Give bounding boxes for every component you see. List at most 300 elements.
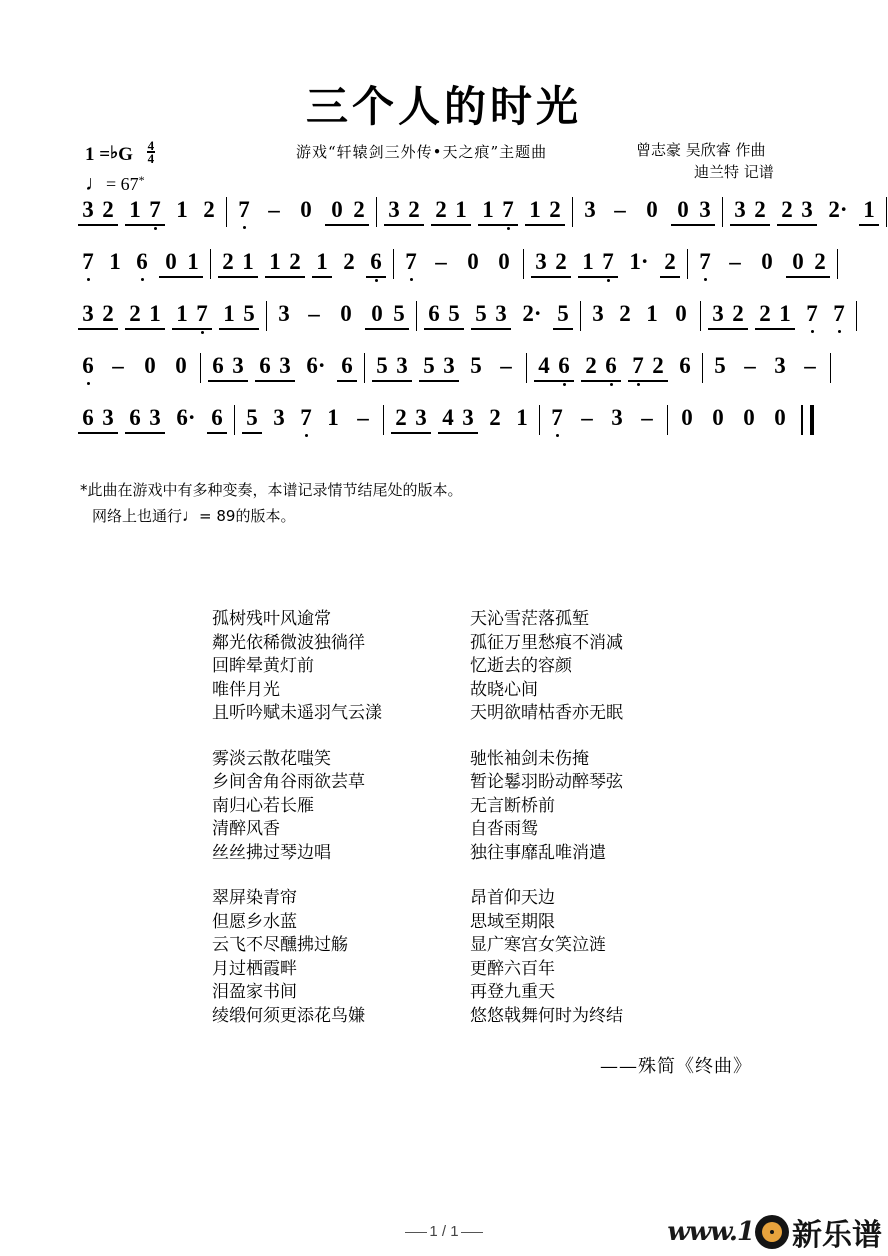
note: 1 bbox=[779, 301, 791, 326]
beamed-group bbox=[438, 404, 478, 434]
beamed-group bbox=[531, 248, 571, 278]
note-group bbox=[172, 404, 200, 431]
note-group bbox=[615, 300, 635, 327]
note-group bbox=[428, 248, 454, 275]
measure bbox=[534, 352, 695, 382]
note: 2· bbox=[522, 301, 542, 326]
lyric-line bbox=[212, 981, 692, 1005]
note-group bbox=[737, 352, 763, 379]
rest-note: 0 bbox=[675, 301, 687, 326]
page-number-text: 1 / 1 bbox=[429, 1223, 459, 1240]
measure bbox=[78, 248, 203, 278]
beamed-group bbox=[242, 404, 262, 434]
lyric-text-right: 自沓雨鸳 bbox=[470, 819, 538, 839]
note: 3 bbox=[462, 405, 474, 430]
note: 1 bbox=[516, 405, 528, 430]
note: 1 bbox=[176, 301, 188, 326]
duration-dash: – bbox=[641, 405, 653, 430]
notation-row bbox=[78, 248, 826, 300]
measure bbox=[78, 352, 193, 379]
lyric-line bbox=[212, 795, 692, 819]
note-group bbox=[334, 300, 358, 327]
rest-note: 0 bbox=[743, 405, 755, 430]
rest-note: 0 bbox=[371, 301, 383, 326]
key-signature-row bbox=[85, 140, 155, 166]
lyric-line bbox=[212, 702, 692, 726]
note: 3 bbox=[801, 197, 813, 222]
lyric-text-right: 天明欲晴枯香亦无眠 bbox=[470, 703, 623, 723]
note-group bbox=[625, 248, 653, 275]
measure bbox=[78, 196, 219, 226]
rest-note: 0 bbox=[712, 405, 724, 430]
beamed-group bbox=[391, 404, 431, 434]
duration-dash: – bbox=[744, 353, 756, 378]
note: 3 bbox=[584, 197, 596, 222]
lyric-line bbox=[212, 958, 692, 982]
note: 5 bbox=[393, 301, 405, 326]
duration-dash: – bbox=[500, 353, 512, 378]
credits-block bbox=[636, 139, 774, 183]
beamed-group bbox=[419, 352, 459, 382]
note: 7 bbox=[802, 300, 822, 327]
lyric-text-right: 无言断桥前 bbox=[470, 795, 555, 816]
beamed-group bbox=[755, 300, 795, 330]
beamed-group bbox=[159, 248, 203, 278]
footnote-line-2 bbox=[80, 503, 463, 529]
note: 3 bbox=[734, 197, 746, 222]
note-group bbox=[640, 196, 664, 223]
notation-row bbox=[78, 300, 845, 352]
note-group bbox=[675, 404, 699, 431]
note: 3 bbox=[611, 405, 623, 430]
beamed-group bbox=[578, 248, 618, 278]
credit-transcriber: 迪兰特 记谱 bbox=[694, 163, 774, 181]
measure bbox=[208, 352, 357, 382]
measure bbox=[730, 196, 879, 226]
note: 2 bbox=[759, 301, 771, 326]
rest-note: 0 bbox=[677, 197, 689, 222]
note: 1 bbox=[149, 301, 161, 326]
note-group bbox=[770, 352, 790, 379]
note: 2 bbox=[619, 301, 631, 326]
note: 1 bbox=[316, 249, 328, 274]
note: 6 bbox=[132, 248, 152, 275]
lyric-text-right: 驰怅袖剑未伤掩 bbox=[470, 748, 589, 769]
lyric-text-left: 且听吟赋未遥羽气云漾 bbox=[212, 703, 382, 723]
rest-note: 0 bbox=[340, 301, 352, 326]
note: 3 bbox=[699, 197, 711, 222]
note-group bbox=[669, 300, 693, 327]
note: 7 bbox=[498, 196, 518, 223]
duration-dash: – bbox=[357, 405, 369, 430]
note: 2 bbox=[222, 249, 234, 274]
beamed-group bbox=[471, 300, 511, 330]
note-group bbox=[634, 404, 660, 431]
note-group bbox=[274, 300, 294, 327]
note-group bbox=[755, 248, 779, 275]
lyric-text-left: 但愿乡水蓝 bbox=[212, 911, 297, 932]
time-signature-numerator: 4 bbox=[147, 138, 155, 153]
note: 2 bbox=[585, 353, 597, 378]
note: 1 bbox=[327, 405, 339, 430]
note: 7 bbox=[296, 404, 316, 431]
note-group bbox=[296, 404, 316, 431]
note: 6 bbox=[78, 352, 98, 379]
note: 7 bbox=[401, 248, 421, 275]
lyric-line bbox=[212, 1005, 692, 1029]
note: 1 bbox=[129, 197, 141, 222]
note: 2 bbox=[754, 197, 766, 222]
note-group bbox=[169, 352, 193, 379]
note: 2 bbox=[353, 197, 365, 222]
note: 5 bbox=[376, 353, 388, 378]
barline bbox=[416, 301, 417, 331]
barline bbox=[580, 301, 581, 331]
note: 7 bbox=[695, 248, 715, 275]
beamed-group bbox=[660, 248, 680, 278]
lyric-text-left: 鄰光依稀微波独徜徉 bbox=[212, 632, 365, 653]
lyric-text-left: 雾淡云散花嗤笑 bbox=[212, 748, 331, 769]
beamed-group bbox=[125, 196, 165, 226]
beamed-group bbox=[365, 300, 409, 330]
note: 2 bbox=[664, 249, 676, 274]
note-group bbox=[706, 404, 730, 431]
note-group bbox=[172, 196, 192, 223]
lyric-line bbox=[212, 934, 692, 958]
note: 2· bbox=[828, 197, 848, 222]
duration-dash: – bbox=[614, 197, 626, 222]
lyric-text-left: 泪盈家书间 bbox=[212, 982, 297, 1002]
lyric-text-left: 孤树残叶风逾常 bbox=[212, 609, 331, 629]
measure bbox=[588, 300, 693, 327]
note: 6 bbox=[554, 352, 574, 379]
beamed-group bbox=[125, 300, 165, 330]
quarter-note-icon: ♩ bbox=[85, 171, 106, 195]
note-group bbox=[574, 404, 600, 431]
note-group bbox=[269, 404, 289, 431]
beamed-group bbox=[859, 196, 879, 226]
notation-staff bbox=[78, 196, 875, 456]
note-group bbox=[78, 352, 98, 379]
note: 3 bbox=[82, 197, 94, 222]
beamed-group bbox=[78, 404, 118, 434]
barline bbox=[523, 249, 524, 279]
note-group bbox=[466, 352, 486, 379]
measure bbox=[78, 404, 227, 434]
barline bbox=[572, 197, 573, 227]
note-group bbox=[105, 248, 125, 275]
measure bbox=[710, 352, 823, 379]
note: 6· bbox=[306, 353, 326, 378]
note: 3 bbox=[443, 353, 455, 378]
note: 6 bbox=[82, 405, 94, 430]
time-signature bbox=[147, 140, 156, 164]
note-group bbox=[829, 300, 849, 327]
lyric-line bbox=[212, 748, 692, 772]
note: 3 bbox=[396, 353, 408, 378]
note: 2 bbox=[781, 197, 793, 222]
lyric-text-left: 月过栖霞畔 bbox=[212, 958, 297, 979]
measure bbox=[424, 300, 573, 330]
note: 2 bbox=[732, 301, 744, 326]
note-group bbox=[737, 404, 761, 431]
lyric-line bbox=[212, 608, 692, 632]
duration-dash: – bbox=[581, 405, 593, 430]
note: 3 bbox=[535, 249, 547, 274]
credit-composer: 曾志豪 吴欣睿 作曲 bbox=[636, 141, 766, 159]
lyric-text-right: 悠悠戟舞何时为终结 bbox=[470, 1005, 623, 1026]
beamed-group bbox=[312, 248, 332, 278]
measure bbox=[401, 248, 516, 275]
note-group bbox=[105, 352, 131, 379]
lyric-line bbox=[212, 911, 692, 935]
beamed-group bbox=[325, 196, 369, 226]
rest-note: 0 bbox=[774, 405, 786, 430]
lyric-stanza bbox=[212, 748, 692, 866]
quarter-note-icon: ♩ bbox=[182, 506, 200, 525]
beamed-group bbox=[372, 352, 412, 382]
note-group bbox=[512, 404, 532, 431]
note: 2 bbox=[102, 301, 114, 326]
beamed-group bbox=[777, 196, 817, 226]
note-group bbox=[547, 404, 567, 431]
watermark bbox=[667, 1212, 882, 1252]
note: 6 bbox=[601, 352, 621, 379]
note: 1 bbox=[269, 249, 281, 274]
barline bbox=[226, 197, 227, 227]
note-group bbox=[461, 248, 485, 275]
note: 3 bbox=[232, 353, 244, 378]
note: 5 bbox=[470, 353, 482, 378]
rest-note: 0 bbox=[761, 249, 773, 274]
note: 1 bbox=[529, 197, 541, 222]
rest-note: 0 bbox=[300, 197, 312, 222]
subtitle: 游戏“轩辕剑三外传•天之痕”主题曲 bbox=[296, 143, 548, 161]
beamed-group bbox=[581, 352, 621, 382]
barline bbox=[539, 405, 540, 435]
beamed-group bbox=[478, 196, 518, 226]
note: 5 bbox=[243, 301, 255, 326]
note: 3 bbox=[592, 301, 604, 326]
rest-note: 0 bbox=[144, 353, 156, 378]
note-group bbox=[695, 248, 715, 275]
page-rule-left bbox=[405, 1232, 427, 1233]
note: 1 bbox=[176, 197, 188, 222]
note: 2 bbox=[343, 249, 355, 274]
beamed-group bbox=[218, 248, 258, 278]
note: 1 bbox=[863, 197, 875, 222]
barline bbox=[526, 353, 527, 383]
note-group bbox=[78, 248, 98, 275]
key-name: G bbox=[118, 144, 133, 165]
measure bbox=[372, 352, 519, 382]
beamed-group bbox=[265, 248, 305, 278]
note-group bbox=[824, 196, 852, 223]
page-title: 三个人的时光 bbox=[305, 82, 582, 131]
notation-row bbox=[78, 352, 818, 404]
note: 5 bbox=[423, 353, 435, 378]
note: 1 bbox=[582, 249, 594, 274]
note: 1· bbox=[629, 249, 649, 274]
barline bbox=[200, 353, 201, 383]
barline bbox=[376, 197, 377, 227]
lyrics-block bbox=[212, 608, 692, 1050]
note-group bbox=[261, 196, 287, 223]
barline bbox=[700, 301, 701, 331]
note: 5 bbox=[448, 301, 460, 326]
duration-dash: – bbox=[729, 249, 741, 274]
note: 7 bbox=[145, 196, 165, 223]
measure bbox=[234, 196, 369, 226]
lyric-text-left: 清醉风香 bbox=[212, 819, 280, 839]
note: 1 bbox=[646, 301, 658, 326]
lyric-text-right: 再登九重天 bbox=[470, 982, 555, 1002]
time-signature-denominator: 4 bbox=[147, 151, 155, 166]
vinyl-record-icon bbox=[755, 1215, 789, 1249]
tempo-marking bbox=[85, 171, 155, 196]
note: 2 bbox=[489, 405, 501, 430]
note-group bbox=[294, 196, 318, 223]
note: 7 bbox=[234, 196, 254, 223]
footnote-line-2-before: 网络上也通行 bbox=[92, 507, 183, 525]
note: 1 bbox=[242, 249, 254, 274]
note-group bbox=[642, 300, 662, 327]
lyric-text-right: 独往事靡乱唯消遣 bbox=[470, 842, 606, 863]
note-group bbox=[607, 404, 627, 431]
measure bbox=[580, 196, 715, 226]
notation-row bbox=[78, 196, 875, 248]
note: 5 bbox=[557, 301, 569, 326]
beamed-group bbox=[431, 196, 471, 226]
barline bbox=[383, 405, 384, 435]
duration-dash: – bbox=[804, 353, 816, 378]
measure bbox=[242, 404, 376, 434]
note: 3 bbox=[273, 405, 285, 430]
note: 7 bbox=[829, 300, 849, 327]
key-and-tempo-block bbox=[85, 140, 155, 196]
rest-note: 0 bbox=[681, 405, 693, 430]
note: 3 bbox=[82, 301, 94, 326]
note: 2 bbox=[555, 249, 567, 274]
note: 6 bbox=[341, 353, 353, 378]
note: 7 bbox=[78, 248, 98, 275]
barline bbox=[702, 353, 703, 383]
beamed-group bbox=[172, 300, 212, 330]
page-rule-right bbox=[461, 1232, 483, 1233]
lyric-line bbox=[212, 655, 692, 679]
note-group bbox=[302, 352, 330, 379]
beamed-group bbox=[424, 300, 464, 330]
note: 1 bbox=[187, 249, 199, 274]
duration-dash: – bbox=[308, 301, 320, 326]
beamed-group bbox=[207, 404, 227, 434]
measure bbox=[547, 404, 660, 431]
note: 1 bbox=[455, 197, 467, 222]
lyric-line bbox=[212, 679, 692, 703]
barline bbox=[856, 301, 857, 331]
note: 6· bbox=[176, 405, 196, 430]
rest-note: 0 bbox=[331, 197, 343, 222]
beamed-group bbox=[78, 300, 118, 330]
note: 3 bbox=[774, 353, 786, 378]
note-group bbox=[580, 196, 600, 223]
key-label: 1 = bbox=[85, 144, 111, 165]
note-group bbox=[234, 196, 254, 223]
note: 3 bbox=[388, 197, 400, 222]
lyric-line bbox=[212, 771, 692, 795]
note-group bbox=[350, 404, 376, 431]
watermark-url: www.1 bbox=[667, 1217, 754, 1247]
note: 2 bbox=[129, 301, 141, 326]
note-group bbox=[485, 404, 505, 431]
note: 6 bbox=[129, 405, 141, 430]
note: 6 bbox=[212, 353, 224, 378]
lyric-text-left: 绫缎何须更添花鸟嫌 bbox=[212, 1005, 365, 1026]
measure bbox=[708, 300, 849, 330]
lyric-line bbox=[212, 887, 692, 911]
measure bbox=[78, 300, 259, 330]
lyric-text-right: 显广寒宫女笑泣涟 bbox=[470, 935, 606, 955]
note-group bbox=[138, 352, 162, 379]
note-group bbox=[607, 196, 633, 223]
lyric-text-right: 思域至期限 bbox=[470, 911, 555, 932]
rest-note: 0 bbox=[467, 249, 479, 274]
note-group bbox=[301, 300, 327, 327]
beamed-group bbox=[78, 196, 118, 226]
barline bbox=[830, 353, 831, 383]
note: 6 bbox=[679, 353, 691, 378]
note: 5 bbox=[246, 405, 258, 430]
duration-dash: – bbox=[268, 197, 280, 222]
note: 1 bbox=[223, 301, 235, 326]
lyrics-attribution: ——殊简《终曲》 bbox=[600, 1056, 752, 1077]
lyric-text-left: 丝丝拂过琴边唱 bbox=[212, 842, 331, 863]
beamed-group bbox=[255, 352, 295, 382]
rest-note: 0 bbox=[792, 249, 804, 274]
note: 6 bbox=[366, 248, 386, 275]
measure bbox=[531, 248, 680, 278]
beamed-group bbox=[337, 352, 357, 382]
note: 7 bbox=[598, 248, 618, 275]
barline bbox=[687, 249, 688, 279]
note: 4 bbox=[538, 353, 550, 378]
note-group bbox=[797, 352, 823, 379]
lyric-text-right: 天沁雪茫落孤堑 bbox=[470, 609, 589, 629]
beamed-group bbox=[730, 196, 770, 226]
note-group bbox=[802, 300, 822, 327]
barline bbox=[667, 405, 668, 435]
note-group bbox=[493, 352, 519, 379]
lyric-text-left: 乡间舍角谷雨欲芸草 bbox=[212, 772, 365, 792]
note-group bbox=[768, 404, 792, 431]
beamed-group bbox=[671, 196, 715, 226]
lyric-text-left: 南归心若长雁 bbox=[212, 795, 314, 816]
note-group bbox=[722, 248, 748, 275]
lyric-line bbox=[212, 842, 692, 866]
note-group bbox=[518, 300, 546, 327]
barline bbox=[210, 249, 211, 279]
beamed-group bbox=[786, 248, 830, 278]
beamed-group bbox=[366, 248, 386, 278]
lyric-text-right: 故晓心间 bbox=[470, 679, 538, 700]
rest-note: 0 bbox=[646, 197, 658, 222]
final-barline bbox=[801, 405, 814, 435]
tempo-footnote-marker: * bbox=[138, 173, 145, 187]
barline bbox=[837, 249, 838, 279]
tempo-value: = 67 bbox=[106, 174, 139, 194]
note: 7 bbox=[547, 404, 567, 431]
duration-dash: – bbox=[435, 249, 447, 274]
